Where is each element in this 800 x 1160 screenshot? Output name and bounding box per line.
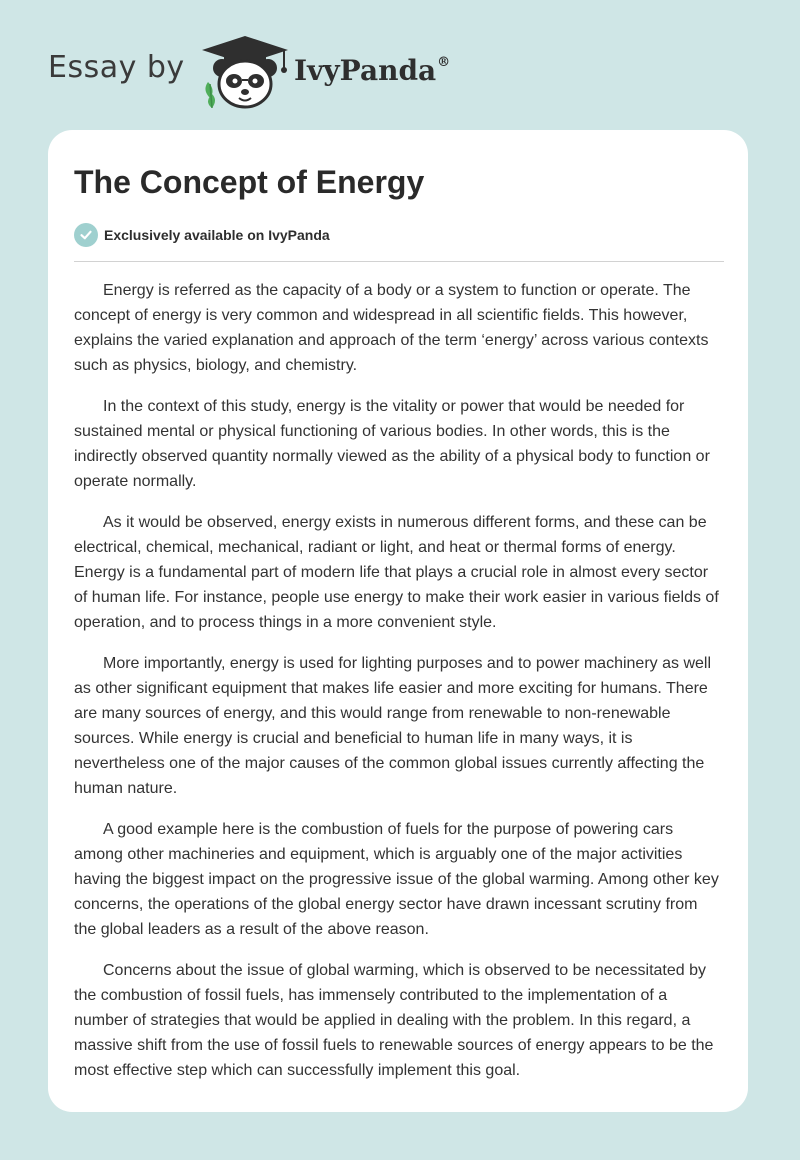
essay-paragraph-3: As it would be observed, energy exists in numerous different forms, and these can be electrical, chemical, mechanical, radiant or light, and heat or thermal forms of energy. Energy is a fundamental part of modern life that plays a crucial role in almost every sector of human life. For instance, people use energy to make their work easier in various fields of operation, and to process things in a more convenient style. <box>74 514 719 631</box>
exclusive-badge-text: Exclusively available on IvyPanda <box>104 227 330 243</box>
graduation-panda-logo-icon[interactable] <box>200 34 290 110</box>
title-divider <box>74 261 724 262</box>
essay-title: The Concept of Energy <box>74 164 425 200</box>
essay-card <box>48 130 748 1112</box>
registered-mark: ® <box>437 54 451 70</box>
essay-paragraph-6: Concerns about the issue of global warming, which is observed to be necessitated by the combustion of fossil fuels, has immensely contributed to the implementation of a number of strategies that would be applied in dealing with the problem. In this regard, a massive shift from the use of fossil fuels to renewable sources of energy appears to be the most effective step which can successfully implement this goal. <box>74 962 714 1079</box>
brand-name-text: IvyPanda <box>294 54 437 87</box>
brand-name[interactable] <box>294 54 450 87</box>
essay-by-label: Essay by <box>48 50 185 85</box>
essay-body <box>74 278 724 1099</box>
essay-paragraph-5: A good example here is the combustion of fuels for the purpose of powering cars among other machineries and equipment, which is arguably one of the major activities having the biggest impact on the progressive issue of the global warming. Among other key concerns, the operations of the global energy sector have drawn incessant scrutiny from the global leaders as a result of the above reason. <box>74 821 719 938</box>
essay-paragraph-2: In the context of this study, energy is the vitality or power that would be needed for sustained mental or physical functioning of various bodies. In other words, this is the indirectly observed quantity normally viewed as the ability of a physical body to function or operate normally. <box>74 398 710 490</box>
exclusive-badge <box>74 222 330 248</box>
essay-paragraph-4: More importantly, energy is used for lighting purposes and to power machinery as well as other significant equipment that makes life easier and more exciting for humans. There are many sources of energy, and this would range from renewable to non-renewable sources. While energy is crucial and beneficial to human life in many ways, it is nevertheless one of the major causes of the common global issues currently affecting the human nature. <box>74 655 711 797</box>
essay-paragraph-1: Energy is referred as the capacity of a body or a system to function or operate. The concept of energy is very common and widespread in all scientific fields. This however, explains the varied explanation and approach of the term ‘energy’ across various contexts such as physics, biology, and chemistry. <box>74 282 709 374</box>
check-icon <box>74 223 98 247</box>
site-header <box>0 0 800 130</box>
